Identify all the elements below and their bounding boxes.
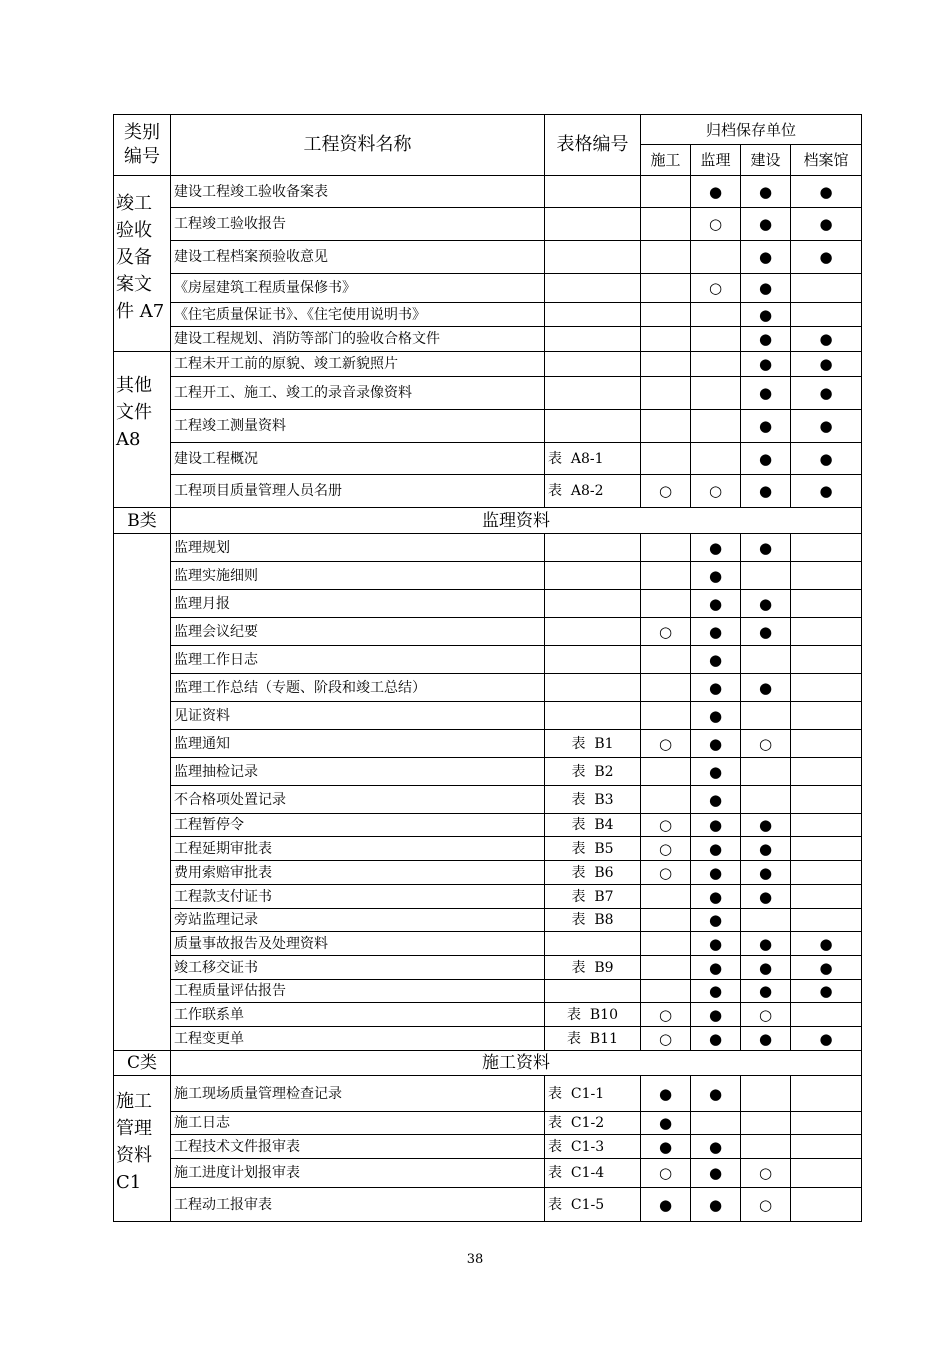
- mark-construction: [641, 377, 691, 410]
- item-name: 工程竣工验收报告: [171, 208, 545, 241]
- table-row: [114, 980, 862, 1003]
- mark-supervision: ●: [691, 730, 741, 758]
- form-code: 表 B11: [545, 1027, 641, 1051]
- mark-construction: ○: [641, 837, 691, 861]
- form-code: 表 B3: [545, 786, 641, 814]
- mark-construction: [641, 980, 691, 1003]
- mark-owner: ●: [741, 274, 791, 303]
- item-name: 施工进度计划报审表: [171, 1159, 545, 1188]
- mark-supervision: ●: [691, 885, 741, 909]
- table-row: [114, 562, 862, 590]
- mark-supervision: [691, 327, 741, 352]
- item-name: 旁站监理记录: [171, 909, 545, 932]
- mark-supervision: ●: [691, 1188, 741, 1222]
- header-unit-owner: 建设: [741, 145, 791, 176]
- table-row: [114, 1003, 862, 1027]
- mark-construction: [641, 562, 691, 590]
- table-row: [114, 208, 862, 241]
- mark-owner: ●: [741, 861, 791, 885]
- mark-construction: ●: [641, 1112, 691, 1135]
- mark-archive: [791, 1003, 862, 1027]
- form-code: [545, 208, 641, 241]
- mark-construction: ●: [641, 1076, 691, 1112]
- table-row: [114, 646, 862, 674]
- mark-construction: [641, 932, 691, 956]
- table-row: [114, 618, 862, 646]
- mark-construction: [641, 410, 691, 443]
- item-name: 工程动工报审表: [171, 1188, 545, 1222]
- mark-archive: ●: [791, 352, 862, 377]
- mark-archive: [791, 1112, 862, 1135]
- mark-construction: [641, 241, 691, 274]
- mark-construction: [641, 327, 691, 352]
- mark-supervision: ●: [691, 980, 741, 1003]
- mark-archive: ●: [791, 176, 862, 208]
- header-unit-construction: 施工: [641, 145, 691, 176]
- mark-construction: ○: [641, 861, 691, 885]
- mark-owner: ●: [741, 885, 791, 909]
- mark-owner: ●: [741, 241, 791, 274]
- header-archive-units: 归档保存单位: [641, 115, 862, 145]
- section-code: C类: [114, 1051, 171, 1076]
- mark-archive: [791, 861, 862, 885]
- table-row: [114, 861, 862, 885]
- mark-archive: ●: [791, 932, 862, 956]
- mark-archive: [791, 562, 862, 590]
- form-code: [545, 176, 641, 208]
- mark-construction: [641, 534, 691, 562]
- mark-archive: ●: [791, 241, 862, 274]
- mark-construction: [641, 303, 691, 327]
- form-code: [545, 274, 641, 303]
- mark-construction: [641, 786, 691, 814]
- table-row: [114, 241, 862, 274]
- item-name: 建设工程概况: [171, 443, 545, 475]
- mark-owner: ●: [741, 377, 791, 410]
- mark-construction: [641, 352, 691, 377]
- mark-supervision: ●: [691, 702, 741, 730]
- mark-archive: [791, 1159, 862, 1188]
- form-code: [545, 646, 641, 674]
- form-code: 表 C1-1: [545, 1076, 641, 1112]
- mark-owner: ●: [741, 410, 791, 443]
- item-name: 工作联系单: [171, 1003, 545, 1027]
- form-code: [545, 410, 641, 443]
- mark-owner: ○: [741, 1003, 791, 1027]
- item-name: 不合格项处置记录: [171, 786, 545, 814]
- table-row: [114, 274, 862, 303]
- section-title: 施工资料: [171, 1051, 862, 1076]
- table-row: [114, 885, 862, 909]
- mark-owner: ●: [741, 475, 791, 508]
- table-row: [114, 909, 862, 932]
- mark-supervision: [691, 443, 741, 475]
- table-row: [114, 303, 862, 327]
- form-code: [545, 980, 641, 1003]
- form-code: 表 C1-2: [545, 1112, 641, 1135]
- mark-owner: ●: [741, 956, 791, 980]
- table-row: [114, 352, 862, 377]
- form-code: 表 B8: [545, 909, 641, 932]
- form-code: 表 A8-2: [545, 475, 641, 508]
- mark-construction: ○: [641, 1027, 691, 1051]
- mark-owner: ●: [741, 208, 791, 241]
- item-name: 工程竣工测量资料: [171, 410, 545, 443]
- mark-owner: ○: [741, 1188, 791, 1222]
- mark-supervision: ○: [691, 274, 741, 303]
- mark-owner: ○: [741, 730, 791, 758]
- item-name: 施工日志: [171, 1112, 545, 1135]
- form-code: 表 C1-4: [545, 1159, 641, 1188]
- mark-supervision: ●: [691, 932, 741, 956]
- mark-construction: [641, 674, 691, 702]
- mark-archive: ●: [791, 475, 862, 508]
- mark-construction: [641, 956, 691, 980]
- form-code: 表 B4: [545, 814, 641, 837]
- mark-supervision: ●: [691, 786, 741, 814]
- mark-archive: ●: [791, 1027, 862, 1051]
- mark-supervision: ●: [691, 909, 741, 932]
- archive-table: [113, 114, 862, 1222]
- mark-owner: ●: [741, 590, 791, 618]
- mark-construction: ○: [641, 814, 691, 837]
- mark-archive: ●: [791, 208, 862, 241]
- item-name: 费用索赔审批表: [171, 861, 545, 885]
- mark-owner: ●: [741, 352, 791, 377]
- mark-owner: [741, 702, 791, 730]
- mark-supervision: ●: [691, 1076, 741, 1112]
- mark-supervision: [691, 303, 741, 327]
- form-code: [545, 590, 641, 618]
- mark-supervision: ●: [691, 674, 741, 702]
- form-code: [545, 303, 641, 327]
- section-code: B类: [114, 508, 171, 534]
- form-code: 表 B1: [545, 730, 641, 758]
- mark-construction: [641, 443, 691, 475]
- header-unit-archive: 档案馆: [791, 145, 862, 176]
- mark-archive: [791, 837, 862, 861]
- mark-owner: [741, 786, 791, 814]
- mark-archive: ●: [791, 410, 862, 443]
- item-name: 工程延期审批表: [171, 837, 545, 861]
- form-code: [545, 618, 641, 646]
- header-category-code: 类别 编号: [114, 115, 171, 176]
- form-code: [545, 377, 641, 410]
- form-code: 表 B2: [545, 758, 641, 786]
- form-code: 表 C1-3: [545, 1135, 641, 1159]
- mark-owner: ●: [741, 814, 791, 837]
- mark-construction: [641, 590, 691, 618]
- mark-supervision: ●: [691, 176, 741, 208]
- mark-construction: ●: [641, 1188, 691, 1222]
- mark-construction: ○: [641, 475, 691, 508]
- table-row: [114, 786, 862, 814]
- item-name: 《房屋建筑工程质量保修书》: [171, 274, 545, 303]
- form-code: 表 C1-5: [545, 1188, 641, 1222]
- mark-archive: [791, 1076, 862, 1112]
- mark-archive: [791, 885, 862, 909]
- mark-archive: [791, 909, 862, 932]
- page-number: 38: [466, 1252, 484, 1267]
- table-row: [114, 730, 862, 758]
- mark-owner: ●: [741, 980, 791, 1003]
- mark-supervision: [691, 410, 741, 443]
- form-code: [545, 562, 641, 590]
- mark-owner: ●: [741, 932, 791, 956]
- mark-archive: [791, 1188, 862, 1222]
- mark-owner: ●: [741, 327, 791, 352]
- item-name: 工程项目质量管理人员名册: [171, 475, 545, 508]
- mark-supervision: ●: [691, 861, 741, 885]
- mark-construction: [641, 646, 691, 674]
- form-code: [545, 241, 641, 274]
- item-name: 工程款支付证书: [171, 885, 545, 909]
- form-code: 表 A8-1: [545, 443, 641, 475]
- section-row: [114, 1051, 862, 1076]
- mark-construction: [641, 702, 691, 730]
- mark-supervision: ●: [691, 646, 741, 674]
- item-name: 监理抽检记录: [171, 758, 545, 786]
- item-name: 质量事故报告及处理资料: [171, 932, 545, 956]
- form-code: 表 B10: [545, 1003, 641, 1027]
- mark-archive: [791, 702, 862, 730]
- mark-supervision: ●: [691, 618, 741, 646]
- mark-construction: ○: [641, 618, 691, 646]
- item-name: 监理通知: [171, 730, 545, 758]
- header-name: 工程资料名称: [171, 115, 545, 176]
- mark-construction: [641, 274, 691, 303]
- mark-supervision: [691, 1112, 741, 1135]
- mark-supervision: ●: [691, 1159, 741, 1188]
- section-title: 监理资料: [171, 508, 862, 534]
- item-name: 建设工程竣工验收备案表: [171, 176, 545, 208]
- form-code: [545, 932, 641, 956]
- mark-owner: ●: [741, 618, 791, 646]
- mark-supervision: ●: [691, 814, 741, 837]
- mark-owner: [741, 1076, 791, 1112]
- mark-archive: [791, 303, 862, 327]
- mark-supervision: [691, 377, 741, 410]
- item-name: 建设工程规划、消防等部门的验收合格文件: [171, 327, 545, 352]
- mark-owner: [741, 562, 791, 590]
- mark-archive: ●: [791, 377, 862, 410]
- form-code: [545, 674, 641, 702]
- item-name: 工程变更单: [171, 1027, 545, 1051]
- mark-archive: [791, 618, 862, 646]
- mark-archive: [791, 674, 862, 702]
- form-code: 表 B6: [545, 861, 641, 885]
- mark-construction: ○: [641, 1159, 691, 1188]
- mark-owner: [741, 909, 791, 932]
- mark-supervision: ●: [691, 562, 741, 590]
- table-row: [114, 327, 862, 352]
- mark-archive: [791, 730, 862, 758]
- mark-owner: ●: [741, 443, 791, 475]
- mark-supervision: [691, 352, 741, 377]
- mark-supervision: ●: [691, 1027, 741, 1051]
- header-form-code: 表格编号: [545, 115, 641, 176]
- table-row: [114, 534, 862, 562]
- mark-archive: [791, 814, 862, 837]
- mark-construction: ○: [641, 730, 691, 758]
- item-name: 监理实施细则: [171, 562, 545, 590]
- item-name: 竣工移交证书: [171, 956, 545, 980]
- table-row: [114, 702, 862, 730]
- mark-construction: ●: [641, 1135, 691, 1159]
- table-row: [114, 475, 862, 508]
- table-row: [114, 837, 862, 861]
- mark-owner: ●: [741, 303, 791, 327]
- section-row: [114, 508, 862, 534]
- table-row: [114, 410, 862, 443]
- mark-construction: [641, 176, 691, 208]
- mark-construction: ○: [641, 1003, 691, 1027]
- item-name: 监理工作日志: [171, 646, 545, 674]
- mark-archive: [791, 646, 862, 674]
- mark-archive: ●: [791, 956, 862, 980]
- mark-owner: ●: [741, 176, 791, 208]
- category-label: 竣工 验收 及备 案文 件 A7: [114, 176, 171, 352]
- item-name: 工程技术文件报审表: [171, 1135, 545, 1159]
- mark-construction: [641, 758, 691, 786]
- mark-archive: ●: [791, 327, 862, 352]
- item-name: 工程质量评估报告: [171, 980, 545, 1003]
- form-code: [545, 352, 641, 377]
- mark-archive: [791, 590, 862, 618]
- mark-owner: [741, 646, 791, 674]
- mark-owner: ●: [741, 534, 791, 562]
- item-name: 监理月报: [171, 590, 545, 618]
- mark-owner: ●: [741, 674, 791, 702]
- form-code: 表 B9: [545, 956, 641, 980]
- mark-archive: [791, 274, 862, 303]
- item-name: 监理会议纪要: [171, 618, 545, 646]
- mark-archive: [791, 758, 862, 786]
- mark-supervision: ●: [691, 534, 741, 562]
- table-row: [114, 932, 862, 956]
- mark-construction: [641, 909, 691, 932]
- header-unit-supervision: 监理: [691, 145, 741, 176]
- table-row: [114, 443, 862, 475]
- form-code: 表 B7: [545, 885, 641, 909]
- category-label: 其他 文件 A8: [114, 352, 171, 508]
- table-row: [114, 590, 862, 618]
- mark-owner: ●: [741, 1027, 791, 1051]
- table-row: [114, 758, 862, 786]
- mark-owner: [741, 1135, 791, 1159]
- table-row: [114, 1135, 862, 1159]
- table-row: [114, 956, 862, 980]
- mark-supervision: [691, 241, 741, 274]
- item-name: 见证资料: [171, 702, 545, 730]
- mark-archive: [791, 786, 862, 814]
- mark-construction: [641, 885, 691, 909]
- form-code: [545, 702, 641, 730]
- mark-supervision: ●: [691, 956, 741, 980]
- item-name: 工程暂停令: [171, 814, 545, 837]
- mark-supervision: ●: [691, 590, 741, 618]
- mark-owner: ●: [741, 837, 791, 861]
- table-row: [114, 377, 862, 410]
- table-row: [114, 1112, 862, 1135]
- item-name: 工程开工、施工、竣工的录音录像资料: [171, 377, 545, 410]
- category-label: [114, 534, 171, 1051]
- form-code: [545, 534, 641, 562]
- item-name: 工程未开工前的原貌、竣工新貌照片: [171, 352, 545, 377]
- item-name: 施工现场质量管理检查记录: [171, 1076, 545, 1112]
- mark-supervision: ○: [691, 208, 741, 241]
- mark-supervision: ●: [691, 1003, 741, 1027]
- table-row: [114, 814, 862, 837]
- mark-archive: [791, 534, 862, 562]
- table-row: [114, 1159, 862, 1188]
- mark-supervision: ●: [691, 758, 741, 786]
- category-label: 施工 管理 资料 C1: [114, 1076, 171, 1222]
- mark-archive: ●: [791, 980, 862, 1003]
- form-code: 表 B5: [545, 837, 641, 861]
- mark-archive: ●: [791, 443, 862, 475]
- item-name: 监理工作总结（专题、阶段和竣工总结）: [171, 674, 545, 702]
- table-row: [114, 1076, 862, 1112]
- item-name: 建设工程档案预验收意见: [171, 241, 545, 274]
- mark-owner: [741, 758, 791, 786]
- table-row: [114, 1027, 862, 1051]
- mark-owner: ○: [741, 1159, 791, 1188]
- mark-owner: [741, 1112, 791, 1135]
- mark-archive: [791, 1135, 862, 1159]
- item-name: 《住宅质量保证书》、《住宅使用说明书》: [171, 303, 545, 327]
- item-name: 监理规划: [171, 534, 545, 562]
- mark-supervision: ●: [691, 837, 741, 861]
- table-row: [114, 1188, 862, 1222]
- table-row: [114, 674, 862, 702]
- form-code: [545, 327, 641, 352]
- table-row: [114, 176, 862, 208]
- mark-supervision: ○: [691, 475, 741, 508]
- mark-construction: [641, 208, 691, 241]
- mark-supervision: ●: [691, 1135, 741, 1159]
